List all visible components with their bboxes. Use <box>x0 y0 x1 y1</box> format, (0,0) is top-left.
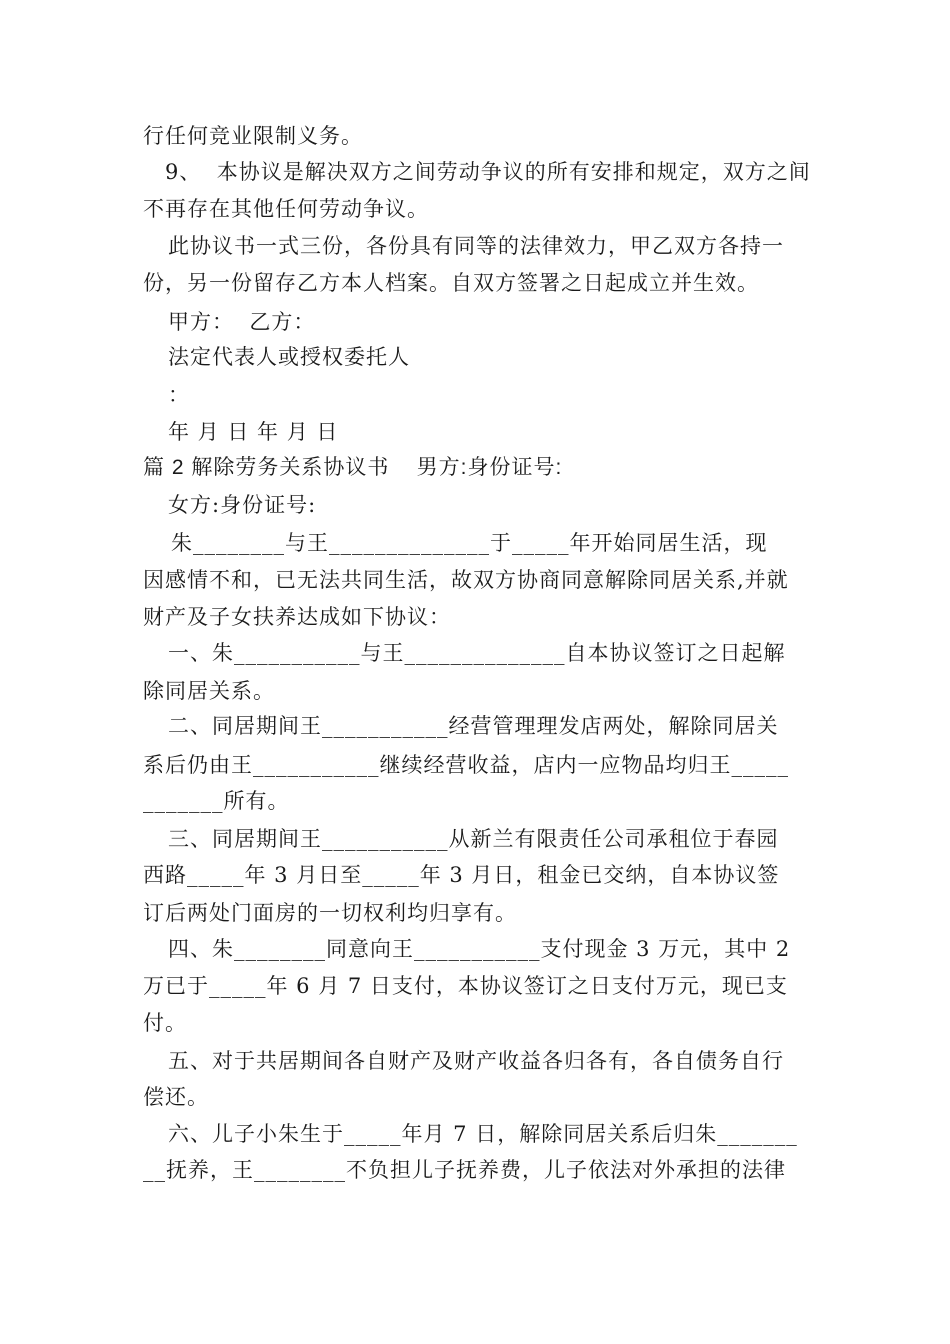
text-line: 偿还。 <box>143 1085 209 1109</box>
text-line: __抚养，王________不负担儿子抚养费，儿子依法对外承担的法律 <box>143 1158 786 1182</box>
text-line: 财产及子女扶养达成如下协议： <box>143 605 451 629</box>
text-line: 除同居关系。 <box>143 679 275 703</box>
clause-5-line: 五、对于共居期间各自财产及财产收益各归各有，各自债务自行 <box>168 1049 784 1073</box>
text-line: 行任何竞业限制义务。 <box>143 124 363 148</box>
text-line: 因感情不和，已无法共同生活，故双方协商同意解除同居关系,并就 <box>143 568 789 592</box>
section-heading: 篇 2 解除劳务关系协议书 男方:身份证号: <box>143 456 563 479</box>
text-line: _______所有。 <box>143 789 290 813</box>
text-line: 女方:身份证号: <box>168 493 317 517</box>
legal-representative-line: 法定代表人或授权委托人 <box>168 345 410 369</box>
clause-9-line: 9、 本协议是解决双方之间劳动争议的所有安排和规定，双方之间 <box>165 160 811 184</box>
text-line: 此协议书一式三份，各份具有同等的法律效力，甲乙双方各持一 <box>168 234 784 258</box>
text-line: 份，另一份留存乙方本人档案。自双方签署之日起成立并生效。 <box>143 271 759 295</box>
clause-6-line: 六、儿子小朱生于_____年月 7 日，解除同居关系后归朱_______ <box>168 1122 798 1146</box>
text-line: 万已于_____年 6 月 7 日支付，本协议签订之日支付万元，现已支 <box>143 974 788 998</box>
clause-3-line: 三、同居期间王___________从新兰有限责任公司承租位于春园 <box>168 827 779 851</box>
text-line: 不再存在其他任何劳动争议。 <box>143 197 429 221</box>
colon-line: ： <box>168 383 190 407</box>
signature-parties-line: 甲方： 乙方： <box>168 310 316 334</box>
clause-4-line: 四、朱________同意向王___________支付现金 3 万元，其中 2 <box>168 937 791 961</box>
text-line: 系后仍由王___________继续经营收益，店内一应物品均归王_____ <box>143 753 789 777</box>
text-line: 付。 <box>143 1011 187 1035</box>
text-line: 朱________与王______________于_____年开始同居生活，现 <box>171 531 768 555</box>
clause-2-line: 二、同居期间王___________经营管理理发店两处，解除同居关 <box>168 714 779 738</box>
date-line: 年 月 日 年 月 日 <box>168 420 339 444</box>
text-line: 西路_____年 3 月日至_____年 3 月日，租金已交纳，自本协议签 <box>143 863 780 887</box>
clause-1-line: 一、朱___________与王______________自本协议签订之日起解 <box>168 641 786 665</box>
text-line: 订后两处门面房的一切权利均归享有。 <box>143 901 517 925</box>
